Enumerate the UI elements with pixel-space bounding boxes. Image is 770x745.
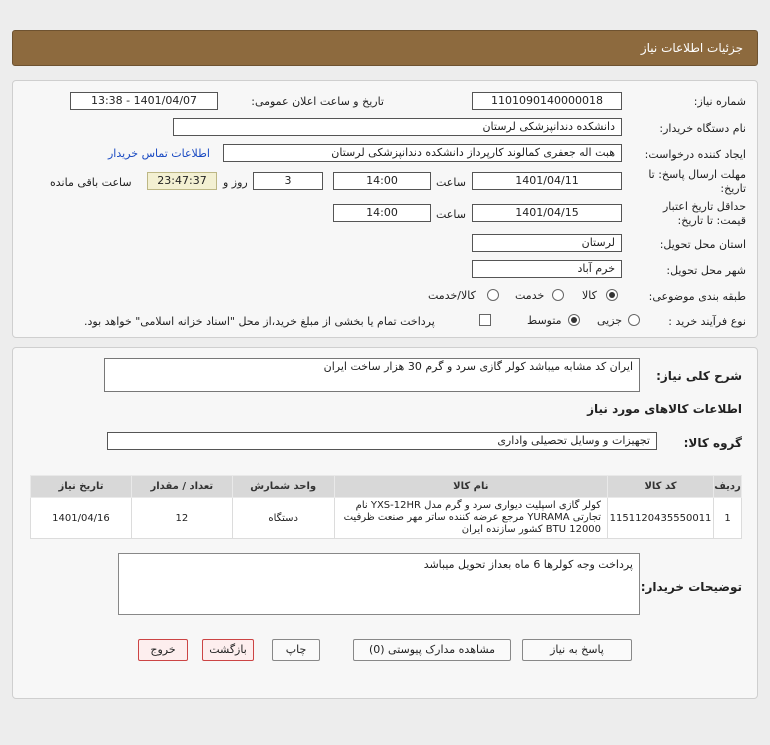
view-attachments-button[interactable]: مشاهده مدارک پیوستی (0)	[353, 639, 511, 661]
creator-field: هبت اله جعفری کمالوند کارپرداز دانشکده دندانپزشکی لرستان	[223, 144, 622, 162]
item-name: کولر گازی اسپلیت دیواری سرد و گرم مدل YXS-12HR نام تجارتی YURAMA مرجع عرضه کننده ساتر مهر صنعت ظرفیت 12000 BTU کشور سازنده ایران	[334, 498, 607, 539]
buyer-org-label: نام دستگاه خریدار:	[659, 122, 746, 135]
announce-field: 1401/04/07 - 13:38	[70, 92, 218, 110]
deadline-days-label: روز و	[223, 176, 248, 189]
buyer-notes-label: توضیحات خریدار:	[640, 580, 742, 594]
col-unit-header: واحد شمارش	[232, 476, 334, 498]
creator-label: ایجاد کننده درخواست:	[644, 148, 746, 161]
announce-label: تاریخ و ساعت اعلان عمومی:	[251, 95, 384, 108]
col-name-header: نام کالا	[334, 476, 607, 498]
treasury-payment-note: پرداخت تمام یا بخشی از مبلغ خرید،از محل "اسناد خزانه اسلامی" خواهد بود.	[84, 315, 435, 328]
row-number: 1	[714, 498, 742, 539]
process-option-minor: جزیی	[597, 314, 623, 327]
buyer-notes-field: پرداخت وجه کولرها 6 ماه بعداز تحویل میباشد	[118, 553, 640, 615]
remaining-time-field: 23:47:37	[147, 172, 217, 190]
category-radio-goods[interactable]	[606, 289, 618, 301]
treasury-payment-checkbox[interactable]	[479, 314, 491, 326]
deadline-label-line2: تاریخ:	[720, 182, 746, 195]
print-button[interactable]: چاپ	[272, 639, 320, 661]
validity-time-field: 14:00	[333, 204, 431, 222]
reply-button[interactable]: پاسخ به نیاز	[522, 639, 632, 661]
back-button[interactable]: بازگشت	[202, 639, 254, 661]
page-title: جزئیات اطلاعات نیاز	[640, 41, 743, 55]
validity-label-line2: قیمت: تا تاریخ:	[677, 214, 746, 227]
category-option-goods-service: کالا/خدمت	[428, 289, 476, 302]
city-field: خرم آباد	[472, 260, 622, 278]
page-header	[12, 30, 758, 66]
deadline-time-field: 14:00	[333, 172, 431, 190]
buyer-contact-link[interactable]: اطلاعات تماس خریدار	[108, 147, 210, 160]
col-qty-header: تعداد / مقدار	[131, 476, 232, 498]
process-radio-minor[interactable]	[628, 314, 640, 326]
table-row	[31, 498, 742, 539]
remaining-time-label: ساعت باقی مانده	[50, 176, 132, 189]
summary-label: شرح کلی نیاز:	[656, 369, 742, 383]
process-radio-medium[interactable]	[568, 314, 580, 326]
city-label: شهر محل تحویل:	[666, 264, 746, 277]
process-label: نوع فرآیند خرید :	[668, 315, 746, 328]
exit-button[interactable]: خروج	[138, 639, 188, 661]
deadline-label-line1: مهلت ارسال پاسخ: تا	[648, 168, 746, 181]
process-option-medium: متوسط	[527, 314, 562, 327]
category-radio-goods-service[interactable]	[487, 289, 499, 301]
col-date-header: تاریخ نیاز	[31, 476, 132, 498]
table-header-row	[31, 476, 742, 498]
item-unit: دستگاه	[232, 498, 334, 539]
summary-field: ایران کد مشابه میباشد کولر گازی سرد و گرم 30 هزار ساخت ایران	[104, 358, 640, 392]
category-option-service: خدمت	[515, 289, 545, 302]
validity-time-label: ساعت	[436, 208, 466, 221]
buyer-org-field: دانشکده دندانپزشکی لرستان	[173, 118, 622, 136]
col-code-header: کد کالا	[608, 476, 714, 498]
deadline-time-label: ساعت	[436, 176, 466, 189]
category-radio-service[interactable]	[552, 289, 564, 301]
item-date: 1401/04/16	[31, 498, 132, 539]
need-number-field: 1101090140000018	[472, 92, 622, 110]
province-label: استان محل تحویل:	[659, 238, 746, 251]
goods-section-title: اطلاعات کالاهای مورد نیاز	[587, 402, 742, 416]
goods-table	[30, 475, 742, 539]
goods-group-label: گروه کالا:	[683, 436, 742, 450]
category-option-goods: کالا	[582, 289, 597, 302]
item-qty: 12	[131, 498, 232, 539]
col-row-header: ردیف	[714, 476, 742, 498]
category-label: طبقه بندی موضوعی:	[648, 290, 746, 303]
validity-date-field: 1401/04/15	[472, 204, 622, 222]
goods-group-field: تجهیزات و وسایل تحصیلی واداری	[107, 432, 657, 450]
deadline-days-field: 3	[253, 172, 323, 190]
need-number-label: شماره نیاز:	[693, 95, 746, 108]
deadline-date-field: 1401/04/11	[472, 172, 622, 190]
item-code: 1151120435550011	[608, 498, 714, 539]
validity-label-line1: حداقل تاریخ اعتبار	[662, 200, 746, 213]
province-field: لرستان	[472, 234, 622, 252]
